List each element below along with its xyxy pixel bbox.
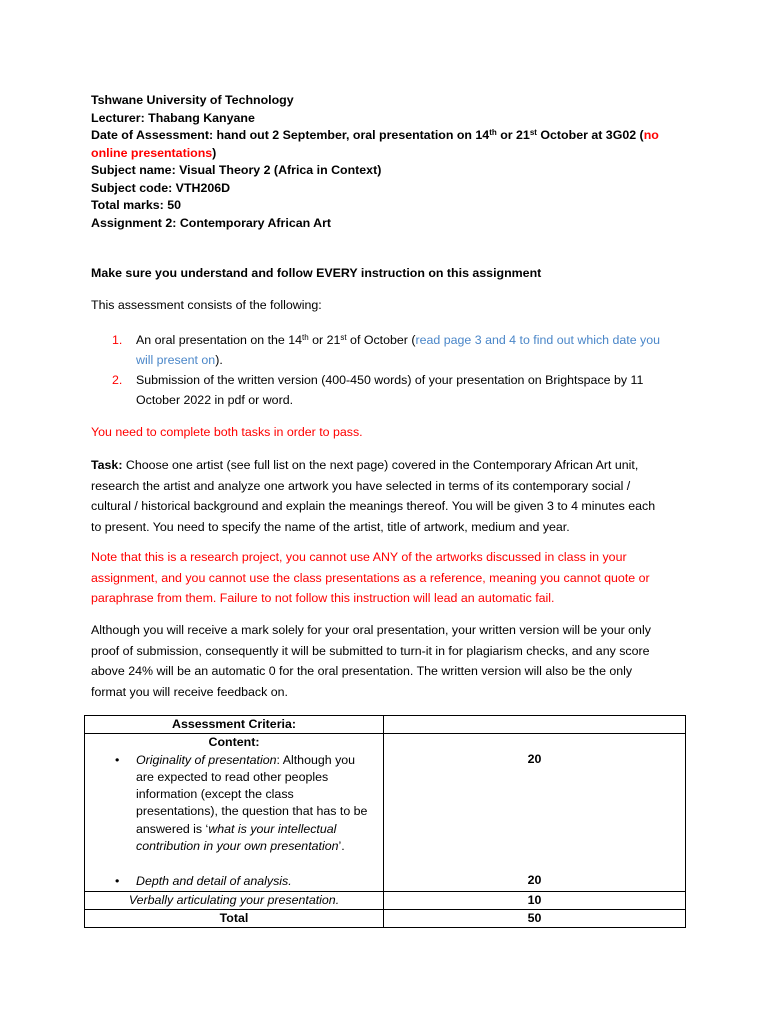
table-row (85, 716, 686, 734)
list-item-1: 1. An oral presentation on the 14th or 21st of October (read page 3 and 4 to find out which date you will present on). (112, 333, 661, 367)
written-version-paragraph: Although you will receive a mark solely for your oral presentation, your written version will be your only proof of submission, consequently it will be submitted to turn-it in for plagiarism checks, and any score above 24% will be an automatic 0 for the oral presentation. The written version will also be the only format you will receive feedback on. (91, 623, 651, 699)
assessment-criteria-table (84, 715, 686, 928)
total-label: Total (85, 909, 384, 927)
table-row (85, 891, 686, 909)
total-marks-cell: 50 (384, 909, 686, 927)
criteria-header: Assessment Criteria: (85, 716, 384, 734)
table-row (85, 734, 686, 891)
university-name: Tshwane University of Technology (91, 93, 294, 107)
subject-name: Subject name: Visual Theory 2 (Africa in Context) (91, 163, 382, 177)
total-marks: Total marks: 50 (91, 198, 181, 212)
bullet-icon: • (115, 874, 120, 889)
originality-marks: 20 (527, 752, 542, 767)
list-item: • Originality of presentation: Although you are expected to read other peoples information (except the class presentations), the question that has to be answered is ‘what is your intellectual contribution in your own presentation’. (115, 752, 368, 854)
pass-note: You need to complete both tasks in order to pass. (91, 425, 363, 439)
list-item: • Depth and detail of analysis. (89, 873, 379, 890)
content-cell: Content: • Originality of presentation: Although you are expected to read other peoples information (except the class presentations), the question that has to be answered is ‘what is your intellectual contribution in your own presentation’. • Depth and detail of analysis. (85, 734, 384, 891)
lecturer-line: Lecturer: Thabang Kanyane (91, 110, 255, 125)
verbal-marks: 10 (384, 891, 686, 909)
ordered-list (112, 330, 682, 410)
instruction-line: Make sure you understand and follow EVERY instruction on this assignment (91, 266, 542, 280)
date-of-assessment: Date of Assessment: hand out 2 September, oral presentation on 14th or 21st October at 3G02 (no (91, 128, 659, 142)
table-row (85, 909, 686, 927)
depth-marks: 20 (527, 872, 542, 887)
task-paragraph: Task: Choose one artist (see full list on the next page) covered in the Contemporary African Art unit, research the artist and analyze one artwork you have selected in terms of its contemporary social / cultural / historical background and explain the meanings thereof. You will be given 3 to 4 minutes each to present. You need to specify the name of the artist, title of artwork, medium and year. (91, 458, 656, 534)
consists-line: This assessment consists of the following: (91, 298, 322, 312)
bullet-icon: • (115, 752, 120, 767)
assignment-title: Assignment 2: Contemporary African Art (91, 215, 332, 230)
document-header (91, 92, 681, 232)
warning-note: Note that this is a research project, you cannot use ANY of the artworks discussed in class in your assignment, and you cannot use the class presentations as a reference, meaning you cannot quote or paraphrase from them. Failure to not follow this instruction will lead an automatic fail. (91, 550, 650, 605)
date-of-assessment-cont: online presentations) (91, 145, 217, 160)
content-marks-cell (384, 734, 686, 891)
verbal-criteria: Verbally articulating your presentation. (85, 891, 384, 909)
page-reference-link: read page 3 and 4 to find out which date you (415, 333, 661, 347)
subject-code: Subject code: VTH206D (91, 180, 231, 195)
list-item-2: 2. Submission of the written version (400-450 words) of your presentation on Brightspace by 11 October 2022 in pdf or word. (112, 373, 644, 407)
no-online-text: no (643, 128, 659, 142)
